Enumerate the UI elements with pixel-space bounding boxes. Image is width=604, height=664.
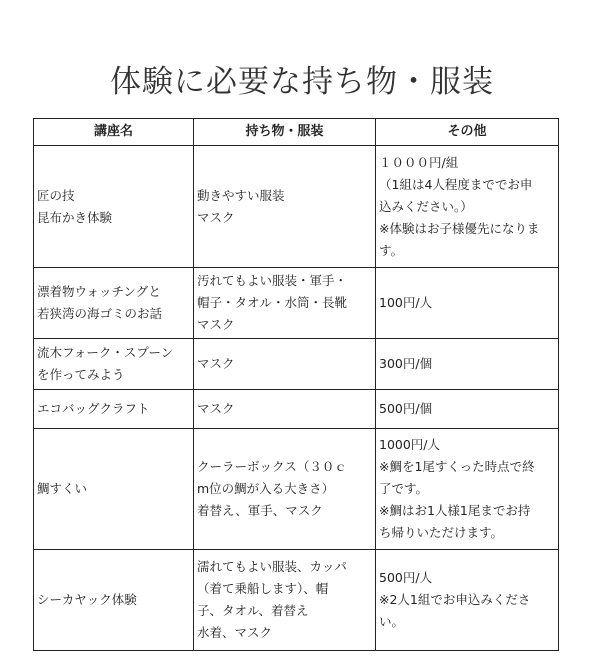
cell-line: 昆布かき体験	[37, 209, 113, 225]
items-cell	[194, 146, 376, 268]
cell-line: ※体験はお子様優先になりま	[379, 220, 540, 236]
items-cell	[194, 268, 376, 339]
cell-line: 鯛すくい	[37, 481, 88, 496]
cell-line: クーラーボックス（３０ｃ	[197, 459, 347, 474]
course-cell	[34, 550, 194, 651]
cell-line: 100円/人	[379, 295, 433, 310]
cell-line: 子、タオル、着替え	[197, 603, 309, 618]
other-cell	[376, 390, 559, 429]
cell-line: （着て乗船します）、帽	[197, 581, 329, 596]
other-cell	[376, 429, 559, 550]
other-cell	[376, 550, 559, 651]
course-cell	[34, 390, 194, 429]
cell-line: 1000円/人	[379, 437, 441, 452]
cell-line: 汚れてもよい服装・軍手・	[197, 273, 348, 288]
cell-line: 込みください。）	[379, 198, 473, 214]
cell-line: 了です。	[379, 481, 429, 496]
cell-line: 若狭湾の海ゴミのお話	[37, 306, 163, 321]
items-cell	[194, 390, 376, 429]
cell-line: す。	[379, 242, 404, 258]
cell-line: を作ってみよう	[37, 367, 125, 382]
cell-line: シーカヤック体験	[37, 592, 137, 607]
cell-line: い。	[379, 614, 405, 629]
cell-line: マスク	[197, 401, 235, 416]
cell-line: １０００円/組	[379, 154, 459, 170]
cell-line: マスク	[197, 317, 235, 332]
course-cell	[34, 146, 194, 268]
table-row	[34, 390, 559, 429]
cell-line: 動きやすい服装	[197, 187, 285, 203]
cell-line: ※鯛はお1人様1尾までお持	[379, 503, 531, 518]
header-other: その他	[376, 119, 559, 146]
header-course: 講座名	[34, 119, 194, 146]
items-cell	[194, 429, 376, 550]
page-title: 体験に必要な持ち物・服装	[110, 64, 494, 100]
course-cell	[34, 268, 194, 339]
course-cell	[34, 429, 194, 550]
items-table	[33, 118, 559, 651]
cell-line: ※鯛を1尾すくった時点で終	[379, 459, 535, 474]
other-cell	[376, 146, 559, 268]
cell-line: 帽子・タオル・水筒・長靴	[197, 295, 348, 310]
cell-line: 500円/個	[379, 401, 433, 416]
cell-line: 流木フォーク・スプーン	[37, 345, 174, 360]
cell-line: m位の鯛が入る大きさ）	[197, 481, 335, 496]
cell-line: ※2人1組でお申込みくださ	[379, 592, 531, 607]
header-items: 持ち物・服装	[194, 119, 376, 146]
cell-line: エコバッグクラフト	[37, 401, 150, 416]
cell-line: 濡れてもよい服装、カッパ	[197, 559, 347, 574]
cell-line: 漂着物ウォッチングと	[37, 284, 161, 299]
other-cell	[376, 339, 559, 390]
table-row	[34, 268, 559, 339]
other-cell	[376, 268, 559, 339]
table-row	[34, 339, 559, 390]
cell-line: マスク	[197, 356, 235, 371]
course-cell	[34, 339, 194, 390]
cell-line: （1組は4人程度まででお申	[379, 176, 533, 192]
table-row	[34, 429, 559, 550]
cell-line: 300円/個	[379, 356, 433, 371]
table-row	[34, 550, 559, 651]
items-cell	[194, 550, 376, 651]
cell-line: 匠の技	[37, 187, 75, 203]
cell-line: 水着、マスク	[197, 625, 273, 640]
cell-line: 着替え、軍手、マスク	[197, 503, 323, 518]
cell-line: ち帰りいただけます。	[379, 525, 504, 540]
table-header-row	[34, 119, 559, 146]
items-cell	[194, 339, 376, 390]
cell-line: 500円/人	[379, 570, 433, 585]
cell-line: マスク	[197, 209, 235, 225]
table-row	[34, 146, 559, 268]
